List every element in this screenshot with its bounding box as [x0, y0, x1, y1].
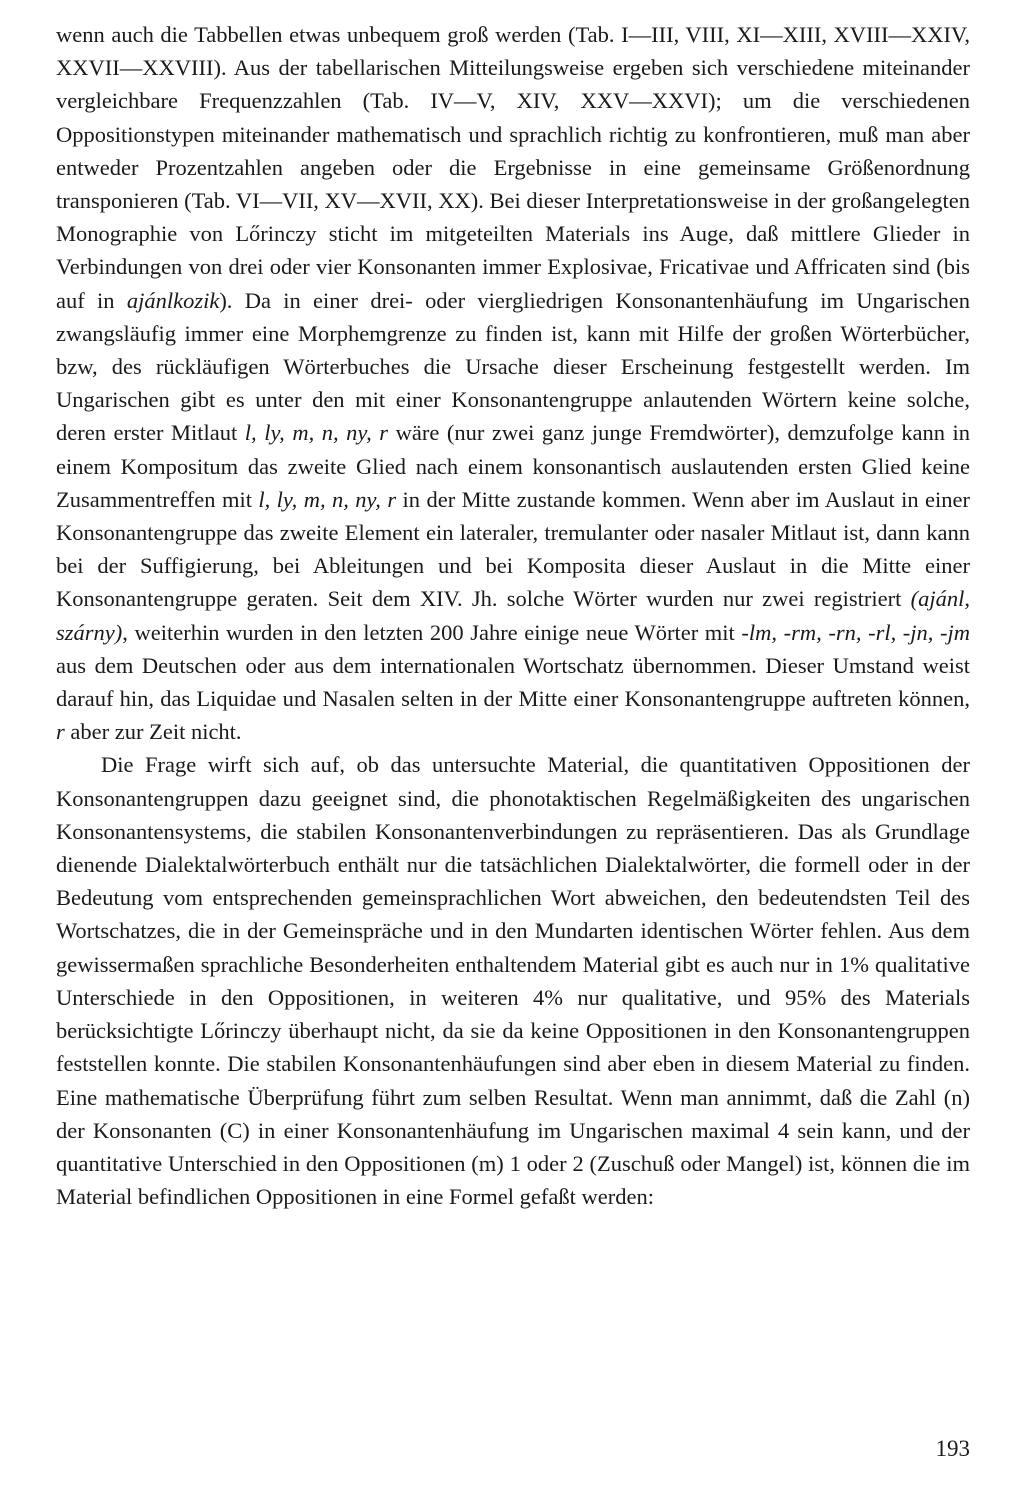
text-run: aus dem Deutschen oder aus dem internationalen Wortschatz übernommen. Dieser Umstand weist darauf hin, das Liquidae und Nasalen selten in der Mitte einer Konsonantengruppe auftreten können, — [56, 652, 970, 712]
text-run: in der Mitte zustande kommen. Wenn aber im Auslaut in einer Konsonantengruppe das zweite Element ein lateraler, tremulanter oder nasaler Mitlaut ist, dann kann bei der Suffigierung, bei Ableitungen und bei Komposita dieser Auslaut in die Mitte einer Konsonantengruppe geraten. Seit dem XIV. Jh. solche Wörter wurden nur zwei registriert — [56, 486, 971, 612]
italic-term: ajánlkozik — [126, 287, 220, 313]
paragraph-1 — [56, 18, 970, 748]
text-run: ). Da in einer drei- oder viergliedrigen Konsonantenhäufung im Ungarischen zwangsläufig immer eine Morphemgrenze zu finden ist, kann mit Hilfe der großen Wörterbücher, bzw, des rückläufigen Wörterbuches die Ursache dieser Erscheinung festgestellt werden. Im Ungarischen gibt es unter den mit einer Konsonantengruppe anlautenden Wörtern keine solche, deren erster Mitlaut — [56, 287, 970, 446]
text-run: aber zur Zeit nicht. — [64, 719, 242, 745]
text-run: , weiterhin wurden in den letzten 200 Jahre einige neue Wörter mit — [122, 619, 742, 645]
italic-term: l, ly, m, n, ny, r — [258, 486, 397, 512]
italic-term: (ajánl, szárny) — [56, 586, 970, 645]
italic-term: -lm, -rm, -rn, -rl, -jn, -jm — [741, 619, 971, 645]
paragraph-2 — [56, 748, 970, 1213]
italic-term: r — [56, 719, 65, 745]
body-text — [56, 18, 970, 1213]
text-run: Die Frage wirft sich auf, ob das untersuchte Material, die quantitativen Oppositionen der Konsonantengruppen dazu geeignet sind, die phonotaktischen Regelmäßigkeiten des ungarischen Konsonantensystems, die stabilen Konsonantenverbindungen zu repräsentieren. Das als Grundlage dienende Dialektalwörterbuch enthält nur die tatsächlichen Dialektalwörter, die formell oder in der Bedeutung vom entsprechenden gemeinsprachlichen Wort abweichen, den bedeutendsten Teil des Wortschatzes, die in der Gemeinspräche und in den Mundarten identischen Wörter fehlen. Aus dem gewissermaßen sprachliche Besonderheiten enthaltendem Material gibt es auch nur in 1% qualitative Unterschiede in den Oppositionen, in weiteren 4% nur qualitative, und 95% des Materials berücksichtigte Lőrinczy überhaupt nicht, da sie da keine Oppositionen in den Konsonantengruppen feststellen konnte. Die stabilen Konsonantenhäufungen sind aber eben in diesem Material zu finden. Eine mathematische Überprüfung führt zum selben Resultat. Wenn man annimmt, daß die Zahl (n) der Konsonanten (C) in einer Konsonantenhäufung im Ungarischen maximal 4 sein kann, und der quantitative Unterschied in den Oppositionen (m) 1 oder 2 (Zuschuß oder Mangel) ist, können die im Material befindlichen Oppositionen in eine Formel gefaßt werden: — [56, 752, 970, 1210]
italic-term: l, ly, m, n, ny, r — [244, 420, 389, 446]
text-run: wäre (nur zwei ganz junge Fremdwörter), demzufolge kann in einem Kompositum das zweite Glied nach einem konsonantisch auslautenden ersten Glied keine Zusammentreffen mit — [56, 420, 970, 512]
page-number: 193 — [935, 1436, 970, 1461]
text-run: wenn auch die Tabbellen etwas unbequem groß werden (Tab. I—III, VIII, XI—XIII, XVIII—XXIV, XXVII—XXVIII). Aus der tabellarischen Mitteilungsweise ergeben sich verschiedene miteinander vergleichbare Frequenzzahlen (Tab. IV—V, XIV, XXV—XXVI); um die verschiedenen Oppositionstypen miteinander mathematisch und sprachlich richtig zu konfrontieren, muß man aber entweder Prozentzahlen angeben oder die Ergebnisse in eine gemeinsame Größenordnung transponieren (Tab. VI—VII, XV—XVII, XX). Bei dieser Interpretationsweise in der großangelegten Monographie von Lőrinczy sticht im mitgeteilten Materials ins Auge, daß mittlere Glieder in Verbindungen von drei oder vier Konsonanten immer Explosivae, Fricativae und Affricaten sind (bis auf in — [56, 22, 970, 313]
